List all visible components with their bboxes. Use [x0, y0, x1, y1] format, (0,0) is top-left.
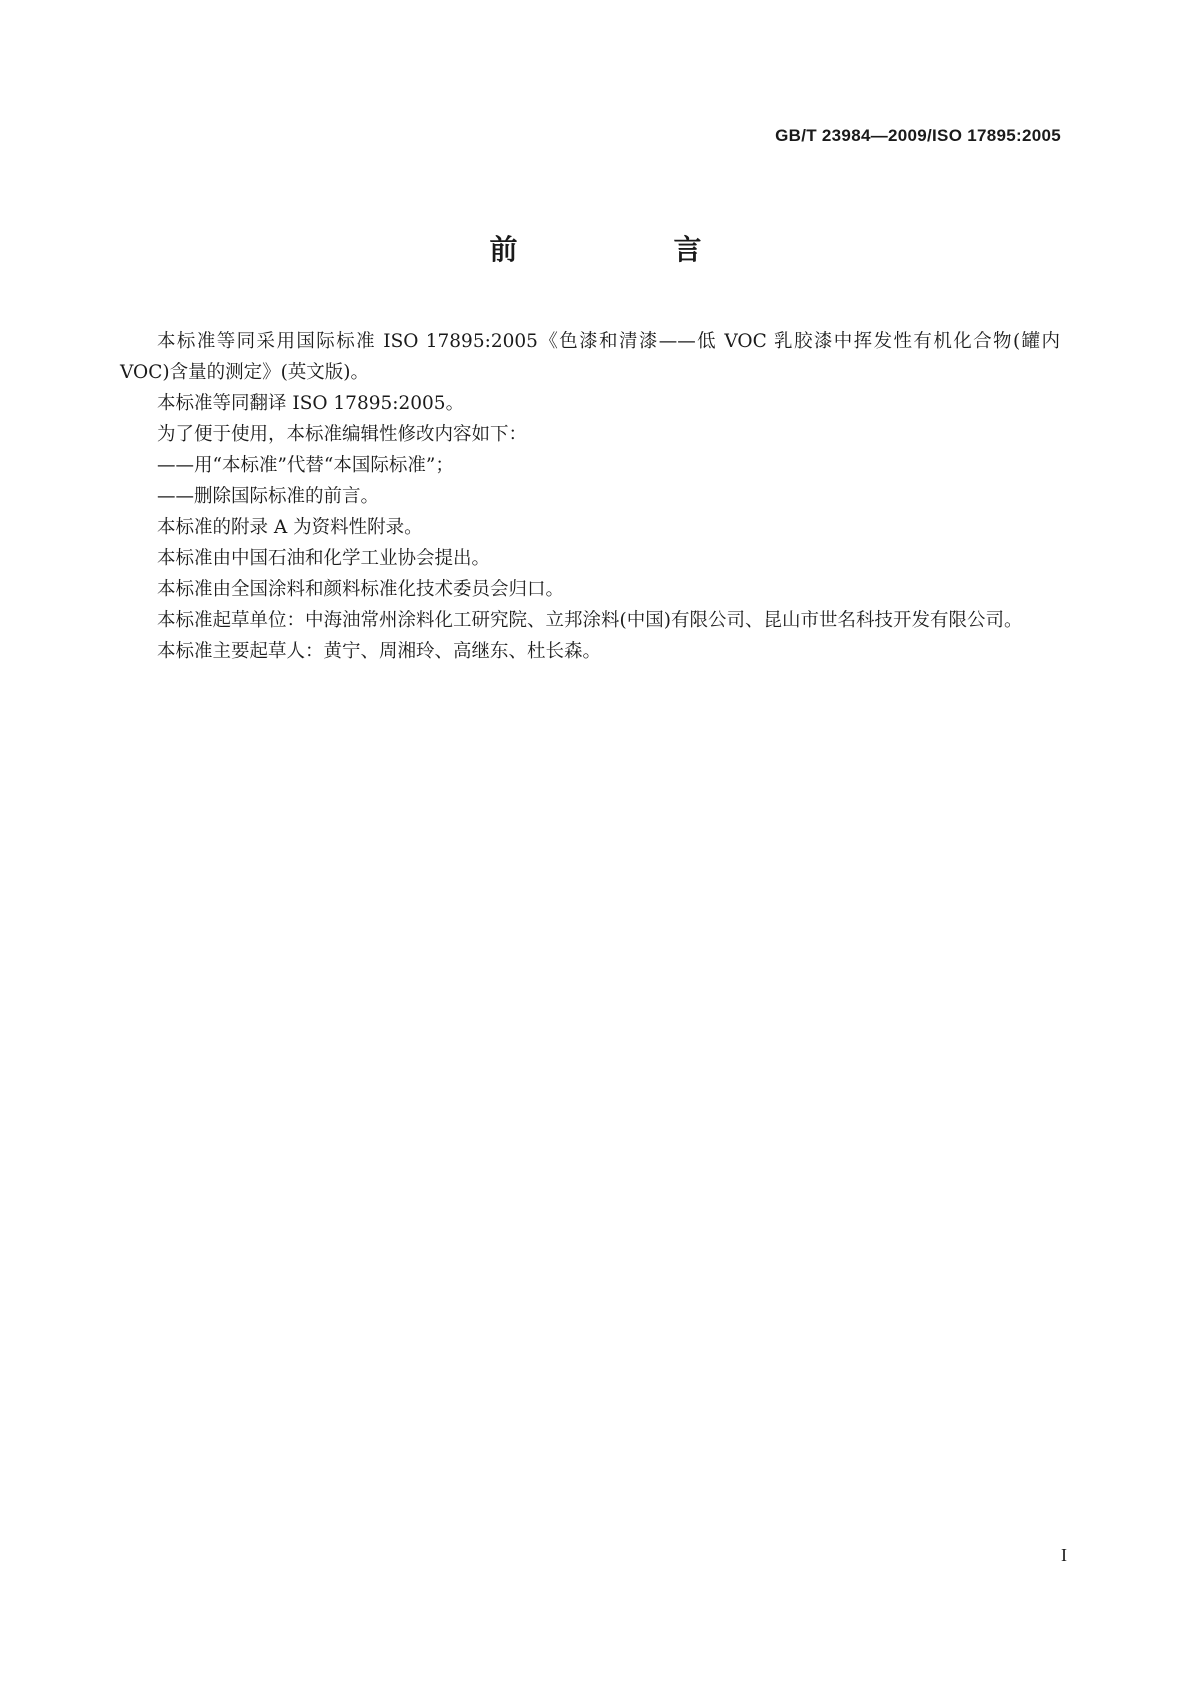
paragraph-translation: 本标准等同翻译 ISO 17895:2005。	[157, 393, 465, 414]
foreword-body	[120, 326, 1060, 667]
standard-number: GB/T 23984—2009/ISO 17895:2005	[775, 126, 1061, 145]
paragraph-committee: 本标准由全国涂料和颜料标准化技术委员会归口。	[157, 579, 565, 600]
list-item-editorial-change: ——删除国际标准的前言。	[157, 486, 380, 507]
paragraph-proposer: 本标准由中国石油和化学工业协会提出。	[157, 548, 491, 569]
paragraph-drafters: 本标准主要起草人：黄宁、周湘玲、高继东、杜长森。	[157, 641, 602, 662]
paragraph-editorial-intro: 为了便于使用，本标准编辑性修改内容如下：	[157, 424, 528, 445]
page-number: I	[1061, 1545, 1067, 1565]
page-title: 前 言	[489, 233, 766, 266]
paragraph-annex: 本标准的附录 A 为资料性附录。	[157, 517, 423, 538]
list-item-editorial-change: ——用“本标准”代替“本国际标准”；	[157, 455, 454, 476]
paragraph-adoption: 本标准等同采用国际标准 ISO 17895:2005《色漆和清漆——低 VOC 乳胶漆中挥发性有机化合物(罐内 VOC)含量的测定》(英文版)。	[120, 331, 1060, 383]
paragraph-drafting-units: 本标准起草单位：中海油常州涂料化工研究院、立邦涂料(中国)有限公司、昆山市世名科技开发有限公司。	[157, 610, 1023, 631]
